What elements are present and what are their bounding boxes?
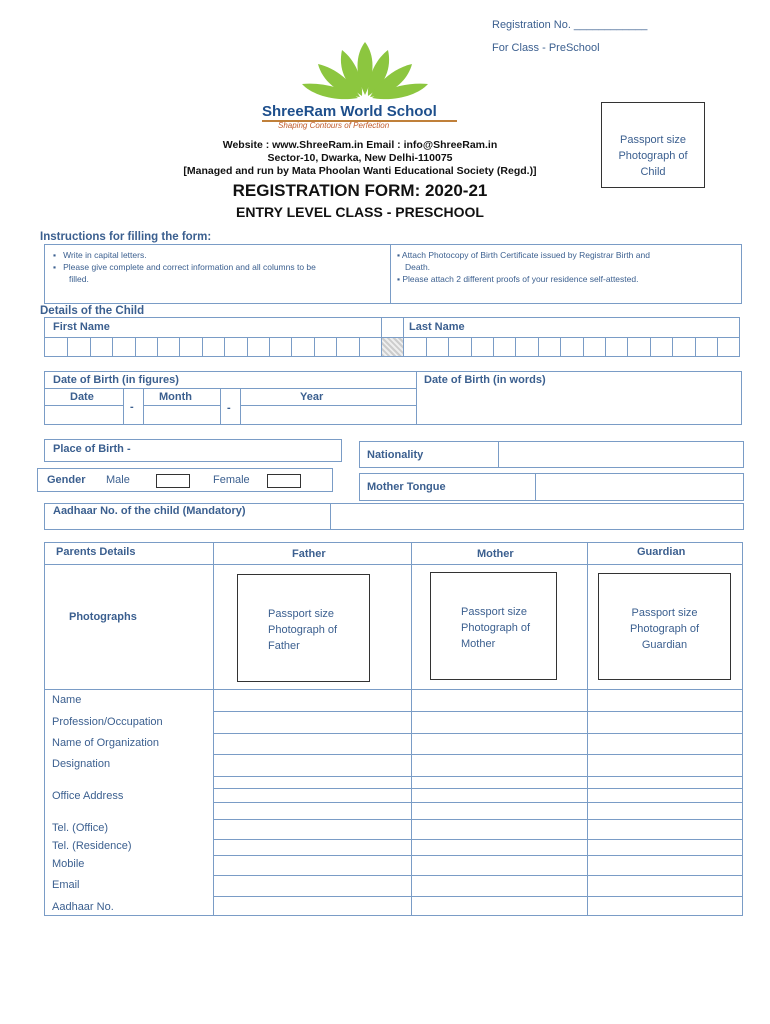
dob-box xyxy=(44,371,742,425)
photo-text: Guardian xyxy=(641,639,688,651)
row-name: Name xyxy=(52,694,82,706)
school-tagline: Shaping Contours of Perfection xyxy=(278,121,390,130)
photo-text: Photograph of xyxy=(629,623,700,635)
row-tel-residence: Tel. (Residence) xyxy=(52,840,132,852)
for-class: For Class - PreSchool xyxy=(492,42,600,54)
child-details-heading: Details of the Child xyxy=(40,305,145,317)
instruction-item: Please attach 2 different proofs of your residence self-attested. xyxy=(402,274,639,284)
instruction-item: filled. xyxy=(69,274,89,284)
row-mobile: Mobile xyxy=(52,858,85,870)
passport-photo-guardian[interactable] xyxy=(598,573,731,680)
lotus-logo-icon xyxy=(300,40,430,100)
dob-figures-label: Date of Birth (in figures) xyxy=(53,374,179,386)
place-of-birth-label: Place of Birth - xyxy=(53,443,131,455)
place-of-birth-field[interactable] xyxy=(44,439,342,462)
managed-by: [Managed and run by Mata Phoolan Wanti Educational Society (Regd.)] xyxy=(183,165,537,177)
photo-text: Photograph of xyxy=(461,622,531,634)
mother-tongue-label: Mother Tongue xyxy=(367,481,446,493)
dob-dash: - xyxy=(227,402,231,414)
dob-words-input[interactable] xyxy=(417,388,741,424)
photo-text: Passport size xyxy=(619,134,687,146)
photographs-label: Photographs xyxy=(69,611,137,623)
dob-date-label: Date xyxy=(70,391,94,403)
parents-details-heading: Parents Details xyxy=(56,546,136,558)
father-column-header: Father xyxy=(292,548,326,560)
male-label: Male xyxy=(106,474,130,486)
row-aadhaar: Aadhaar No. xyxy=(52,901,114,913)
photo-text: Passport size xyxy=(631,607,698,619)
parents-table xyxy=(44,542,743,916)
dob-dash: - xyxy=(130,401,134,413)
photo-text: Passport size xyxy=(268,608,335,620)
guardian-column-header: Guardian xyxy=(637,546,686,558)
photo-text: Child xyxy=(640,166,666,178)
instructions-right: ▪ Attach Photocopy of Birth Certificate issued by Registrar Birth and Death. ▪ Please attach 2 different proofs of your residence self-attested. xyxy=(397,249,737,285)
instruction-item: Write in capital letters. xyxy=(63,250,147,260)
row-organization: Name of Organization xyxy=(52,737,159,749)
instruction-item: Please give complete and correct information and all columns to be xyxy=(63,262,316,272)
row-email: Email xyxy=(52,879,80,891)
instruction-item: Attach Photocopy of Birth Certificate issued by Registrar Birth and xyxy=(401,250,650,260)
female-label: Female xyxy=(213,474,250,486)
instructions-box xyxy=(44,244,742,304)
first-name-label: First Name xyxy=(53,321,110,333)
aadhaar-label: Aadhaar No. of the child (Mandatory) xyxy=(53,505,246,517)
name-grid xyxy=(44,317,740,357)
row-office-address: Office Address xyxy=(52,790,124,802)
photo-text: Father xyxy=(268,640,300,652)
registration-number: Registration No. ____________ xyxy=(492,19,648,31)
website-email: Website : www.ShreeRam.in Email : info@ShreeRam.in xyxy=(222,139,498,151)
photo-text: Mother xyxy=(461,638,496,650)
mother-tongue-field[interactable] xyxy=(359,473,744,501)
nationality-label: Nationality xyxy=(367,449,424,461)
female-checkbox[interactable] xyxy=(267,474,301,488)
aadhaar-field[interactable] xyxy=(44,503,744,530)
nationality-field[interactable] xyxy=(359,441,744,468)
passport-photo-father[interactable] xyxy=(237,574,370,682)
instructions-left: ▪ Write in capital letters. ▪ Please give complete and correct information and all columns to be filled. xyxy=(53,249,388,285)
form-title: REGISTRATION FORM: 2020-21 xyxy=(232,181,488,200)
form-subtitle: ENTRY LEVEL CLASS - PRESCHOOL xyxy=(236,204,484,220)
name-char-cells[interactable] xyxy=(45,338,739,356)
instruction-item: Death. xyxy=(405,262,431,272)
passport-photo-mother[interactable] xyxy=(430,572,557,680)
row-designation: Designation xyxy=(52,758,111,770)
photo-text: Photograph of xyxy=(618,150,688,162)
school-address: Sector-10, Dwarka, New Delhi-110075 xyxy=(267,152,453,164)
photo-text: Passport size xyxy=(461,606,528,618)
last-name-label: Last Name xyxy=(409,321,465,333)
dob-month-label: Month xyxy=(159,391,192,403)
row-profession: Profession/Occupation xyxy=(52,716,163,728)
school-name: ShreeRam World School xyxy=(262,103,437,120)
photo-text: Photograph of xyxy=(268,624,338,636)
dob-year-label: Year xyxy=(300,391,324,403)
gender-label: Gender xyxy=(47,474,86,486)
instructions-heading: Instructions for filling the form: xyxy=(40,231,212,243)
mother-column-header: Mother xyxy=(477,548,514,560)
gender-field xyxy=(37,468,333,492)
male-checkbox[interactable] xyxy=(156,474,190,488)
passport-photo-child[interactable] xyxy=(601,102,705,188)
dob-words-label: Date of Birth (in words) xyxy=(424,374,546,386)
row-tel-office: Tel. (Office) xyxy=(52,822,109,834)
